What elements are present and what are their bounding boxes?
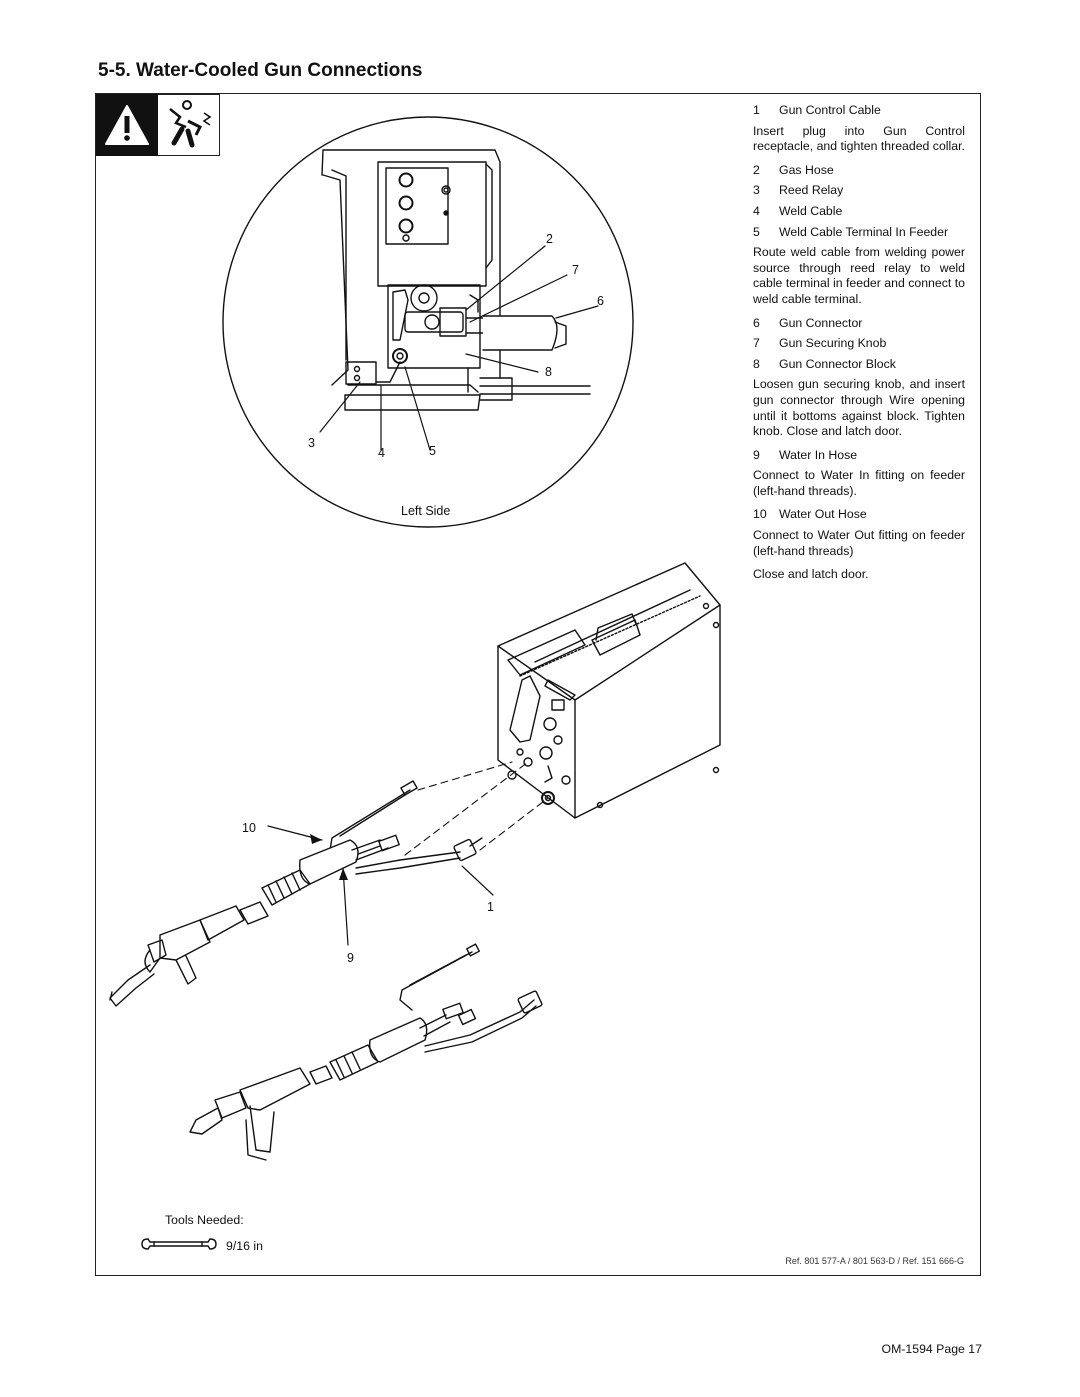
legend-item <box>753 183 965 199</box>
wrench-size: 9/16 in <box>226 1238 263 1253</box>
tools-needed-label: Tools Needed: <box>165 1213 244 1227</box>
feeder-box <box>498 563 720 818</box>
legend-item <box>753 448 965 464</box>
callout-7: 7 <box>572 263 579 277</box>
callout-2: 2 <box>546 232 553 246</box>
instruction-paragraph: Connect to Water In fitting on feeder (left-hand threads). <box>753 468 965 498</box>
legend-label: Water Out Hose <box>779 507 867 522</box>
legend-number: 2 <box>753 162 760 177</box>
legend-number: 1 <box>753 103 760 117</box>
legend-number: 6 <box>753 315 760 330</box>
legend-label: Gun Control Cable <box>779 103 881 117</box>
callout-3: 3 <box>308 436 315 450</box>
legend-number: 4 <box>753 203 760 218</box>
legend-label: Gun Connector Block <box>779 356 896 371</box>
water-cooled-gun-exploded <box>190 944 542 1160</box>
wrench-icon <box>140 1236 218 1255</box>
legend-label: Gun Securing Knob <box>779 336 887 351</box>
legend-item <box>753 163 965 179</box>
legend-item <box>753 103 965 119</box>
callout-4: 4 <box>378 446 385 460</box>
callout-6: 6 <box>597 294 604 308</box>
legend-item <box>753 316 965 332</box>
section-title: 5-5. Water-Cooled Gun Connections <box>98 60 423 81</box>
legend-number: 8 <box>753 356 760 371</box>
legend-item <box>753 357 965 373</box>
instruction-paragraph: Insert plug into Gun Control receptacle, and tighten threaded collar. <box>753 123 965 154</box>
reference-numbers: Ref. 801 577-A / 801 563-D / Ref. 151 666-G <box>785 1256 964 1266</box>
callout-1: 1 <box>487 900 494 914</box>
instruction-paragraph: Loosen gun securing knob, and insert gun connector through Wire opening until it bottoms against block. Tighten knob. Close and latch door. <box>753 377 965 439</box>
left-side-label: Left Side <box>401 504 451 518</box>
legend-number: 7 <box>753 336 760 351</box>
instruction-paragraph: Connect to Water Out fitting on feeder (left-hand threads) <box>753 528 965 558</box>
tool-wrench <box>140 1236 263 1255</box>
legend-label: Reed Relay <box>779 183 844 198</box>
legend-label: Weld Cable <box>779 203 843 218</box>
legend-number: 3 <box>753 183 760 198</box>
legend-item <box>753 204 965 220</box>
callout-9: 9 <box>347 951 354 965</box>
page-number: OM-1594 Page 17 <box>881 1342 982 1356</box>
legend-label: Gun Connector <box>779 315 863 330</box>
callout-8: 8 <box>545 365 552 379</box>
instructions-column <box>753 103 965 591</box>
detail-circle <box>223 117 633 527</box>
instruction-paragraph: Close and latch door. <box>753 567 869 582</box>
water-cooled-gun-assembled <box>110 781 482 1006</box>
instruction-paragraph: Route weld cable from welding power source through reed relay to weld cable terminal in feeder and connect to weld cable terminal. <box>753 245 965 306</box>
legend-item <box>753 507 965 523</box>
legend-label: Weld Cable Terminal In Feeder <box>779 224 949 239</box>
legend-label: Water In Hose <box>779 447 858 462</box>
legend-number: 5 <box>753 224 760 239</box>
legend-number: 10 <box>753 507 767 522</box>
legend-item <box>753 336 965 352</box>
legend-item <box>753 225 965 241</box>
legend-label: Gas Hose <box>779 162 834 177</box>
callout-5: 5 <box>429 444 436 458</box>
callout-10: 10 <box>242 821 256 835</box>
legend-number: 9 <box>753 447 760 462</box>
